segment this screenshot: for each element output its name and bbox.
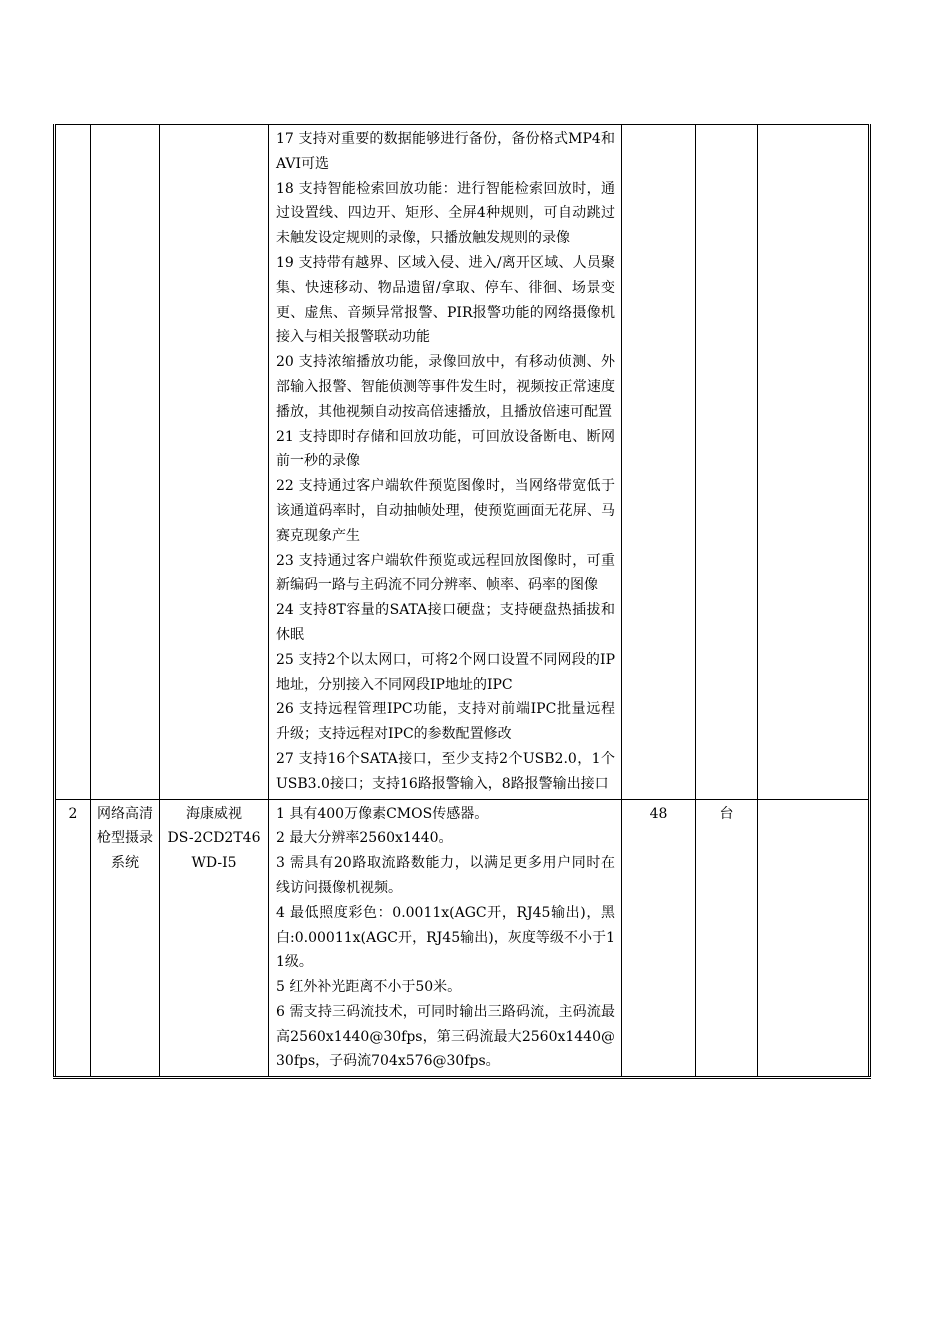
table-row [55,125,870,800]
spec-line: 6 需支持三码流技术，可同时输出三路码流，主码流最高2560x1440@30fps，第三码流最大2560x1440@30fps，子码流704x576@30fps。 [276,1003,615,1070]
table-row [55,799,870,1078]
brand-model-cell [160,125,269,800]
spec-cell [269,125,622,800]
spec-line: 18 支持智能检索回放功能：进行智能检索回放时，通过设置线、四边开、矩形、全屏4种规则，可自动跳过未触发设定规则的录像，只播放触发规则的录像 [276,180,615,247]
spec-line: 4 最低照度彩色：0.0011x(AGC开，RJ45输出)，黑白:0.00011x(AGC开，RJ45输出)，灰度等级不小于11级。 [276,904,615,971]
model-text: DS-2CD2T46WD-I5 [167,830,261,872]
unit-cell [696,125,758,800]
brand-model-cell [160,799,269,1078]
spec-line: 24 支持8T容量的SATA接口硬盘；支持硬盘热插拔和休眠 [276,602,615,643]
brand-text: 海康威视 [186,805,242,822]
equipment-table [53,124,871,1079]
remark-cell [758,799,870,1078]
spec-line: 20 支持浓缩播放功能，录像回放中，有移动侦测、外部输入报警、智能侦测等事件发生时，视频按正常速度播放，其他视频自动按高倍速播放，且播放倍速可配置 [276,354,615,420]
spec-line: 1 具有400万像素CMOS传感器。 [276,805,489,822]
unit-cell: 台 [696,799,758,1078]
spec-line: 27 支持16个SATA接口，至少支持2个USB2.0，1个USB3.0接口；支持16路报警输入，8路报警输出接口 [276,750,615,792]
spec-line: 3 需具有20路取流路数能力，以满足更多用户同时在线访问摄像机视频。 [276,855,615,896]
spec-line: 25 支持2个以太网口，可将2个网口设置不同网段的IP地址，分别接入不同网段IP地址的IPC [276,651,615,693]
quantity-cell: 48 [622,799,696,1078]
spec-line: 5 红外补光距离不小于50米。 [276,979,462,996]
index-cell [55,125,91,800]
quantity-cell [622,125,696,800]
spec-line: 2 最大分辨率2560x1440。 [276,830,453,847]
spec-line: 21 支持即时存储和回放功能，可回放设备断电、断网前一秒的录像 [276,428,615,470]
remark-cell [758,125,870,800]
name-cell: 网络高清枪型摄录系统 [91,799,160,1078]
spec-line: 17 支持对重要的数据能够进行备份，备份格式MP4和AVI可选 [276,131,615,172]
name-cell [91,125,160,800]
spec-line: 22 支持通过客户端软件预览图像时，当网络带宽低于该通道码率时，自动抽帧处理，使预览画面无花屏、马赛克现象产生 [276,478,615,544]
spec-line: 23 支持通过客户端软件预览或远程回放图像时，可重新编码一路与主码流不同分辨率、帧率、码率的图像 [276,552,615,594]
spec-line: 19 支持带有越界、区域入侵、进入/离开区域、人员聚集、快速移动、物品遗留/拿取、停车、徘徊、场景变更、虚焦、音频异常报警、PIR报警功能的网络摄像机接入与相关报警联动功能 [276,254,615,346]
index-cell: 2 [55,799,91,1078]
spec-line: 26 支持远程管理IPC功能，支持对前端IPC批量远程升级；支持远程对IPC的参数配置修改 [276,701,615,743]
spec-cell [269,799,622,1078]
